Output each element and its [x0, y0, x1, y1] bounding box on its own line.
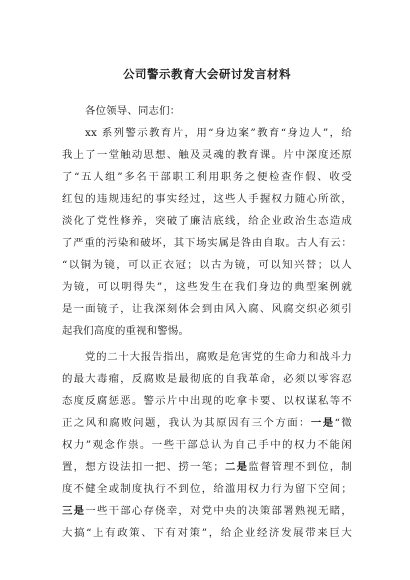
paragraph-line: 是一面镜子，让我深刻体会到由风入腐、风腐交织必须引 — [62, 303, 352, 315]
paragraph-line: xx 系列警示教育片，用“身边案”教育“身边人”，给 — [85, 127, 352, 139]
paragraph-line: 大搞“上有政策、下有对策”，给企业经济发展带来巨大 — [62, 527, 352, 539]
paragraph-line — [62, 412, 352, 434]
paragraph-line: 红包的违规违纪的事实经过，这些人手握权力随心所欲， — [62, 193, 352, 205]
line-text: 正之风和腐败问题，我认为其原因有三个方面： — [62, 417, 311, 429]
line-text: 监督管理不到位，制 — [248, 461, 352, 473]
paragraph-line: 度不健全或制度执行不到位，给滥用权力行为留下空间； — [62, 483, 352, 495]
emphasis-first: 一是 — [310, 417, 335, 429]
paragraph-line: 了“五人组”多名干部职工利用职务之便检查作假、收受 — [62, 171, 352, 183]
paragraph-line: 态度反腐惩恶。警示片中出现的吃拿卡要、以权谋私等不 — [62, 395, 352, 407]
emphasis-third: 三是 — [62, 505, 86, 517]
paragraph-line: 了严重的污染和破坏，其下场实属是咎由自取。古人有云： — [62, 237, 352, 249]
paragraph-1 — [62, 122, 352, 342]
paragraph-line: 为镜，可以明得失”，这些发生在我们身边的典型案例就 — [62, 281, 352, 293]
paragraph-line: 起我们高度的重视和警惕。 — [62, 325, 190, 337]
paragraph-line: 的最大毒瘤，反腐败是最彻底的自我革命，必须以零容忍 — [62, 373, 352, 385]
line-text: 置，想方设法扣一把、捞一笔； — [62, 461, 224, 473]
paragraph-line: 淡化了党性修养，突破了廉洁底线，给企业政治生态造成 — [62, 215, 352, 227]
document-title: 公司警示教育大会研讨发言材料 — [123, 67, 291, 81]
paragraph-2 — [62, 346, 352, 544]
paragraph-line — [62, 500, 352, 522]
salutation: 各位领导、同志们： — [85, 105, 181, 117]
line-text: 一些干部心存侥幸，对党中央的决策部署熟视无睹， — [85, 505, 352, 517]
paragraph-line — [62, 456, 352, 478]
paragraph-line: 权力”观念作祟。一些干部总认为自己手中的权力不能闲 — [62, 439, 352, 451]
paragraph-line: 我上了一堂触动思想、触及灵魂的教育课。片中深度还原 — [62, 149, 352, 161]
paragraph-line: 党的二十大报告指出，腐败是危害党的生命力和战斗力 — [85, 351, 352, 363]
emphasis-second: 二是 — [223, 461, 249, 473]
paragraph-line: “以铜为镜，可以正衣冠；以古为镜，可以知兴替；以人 — [62, 259, 352, 271]
line-text: “微 — [334, 417, 352, 429]
